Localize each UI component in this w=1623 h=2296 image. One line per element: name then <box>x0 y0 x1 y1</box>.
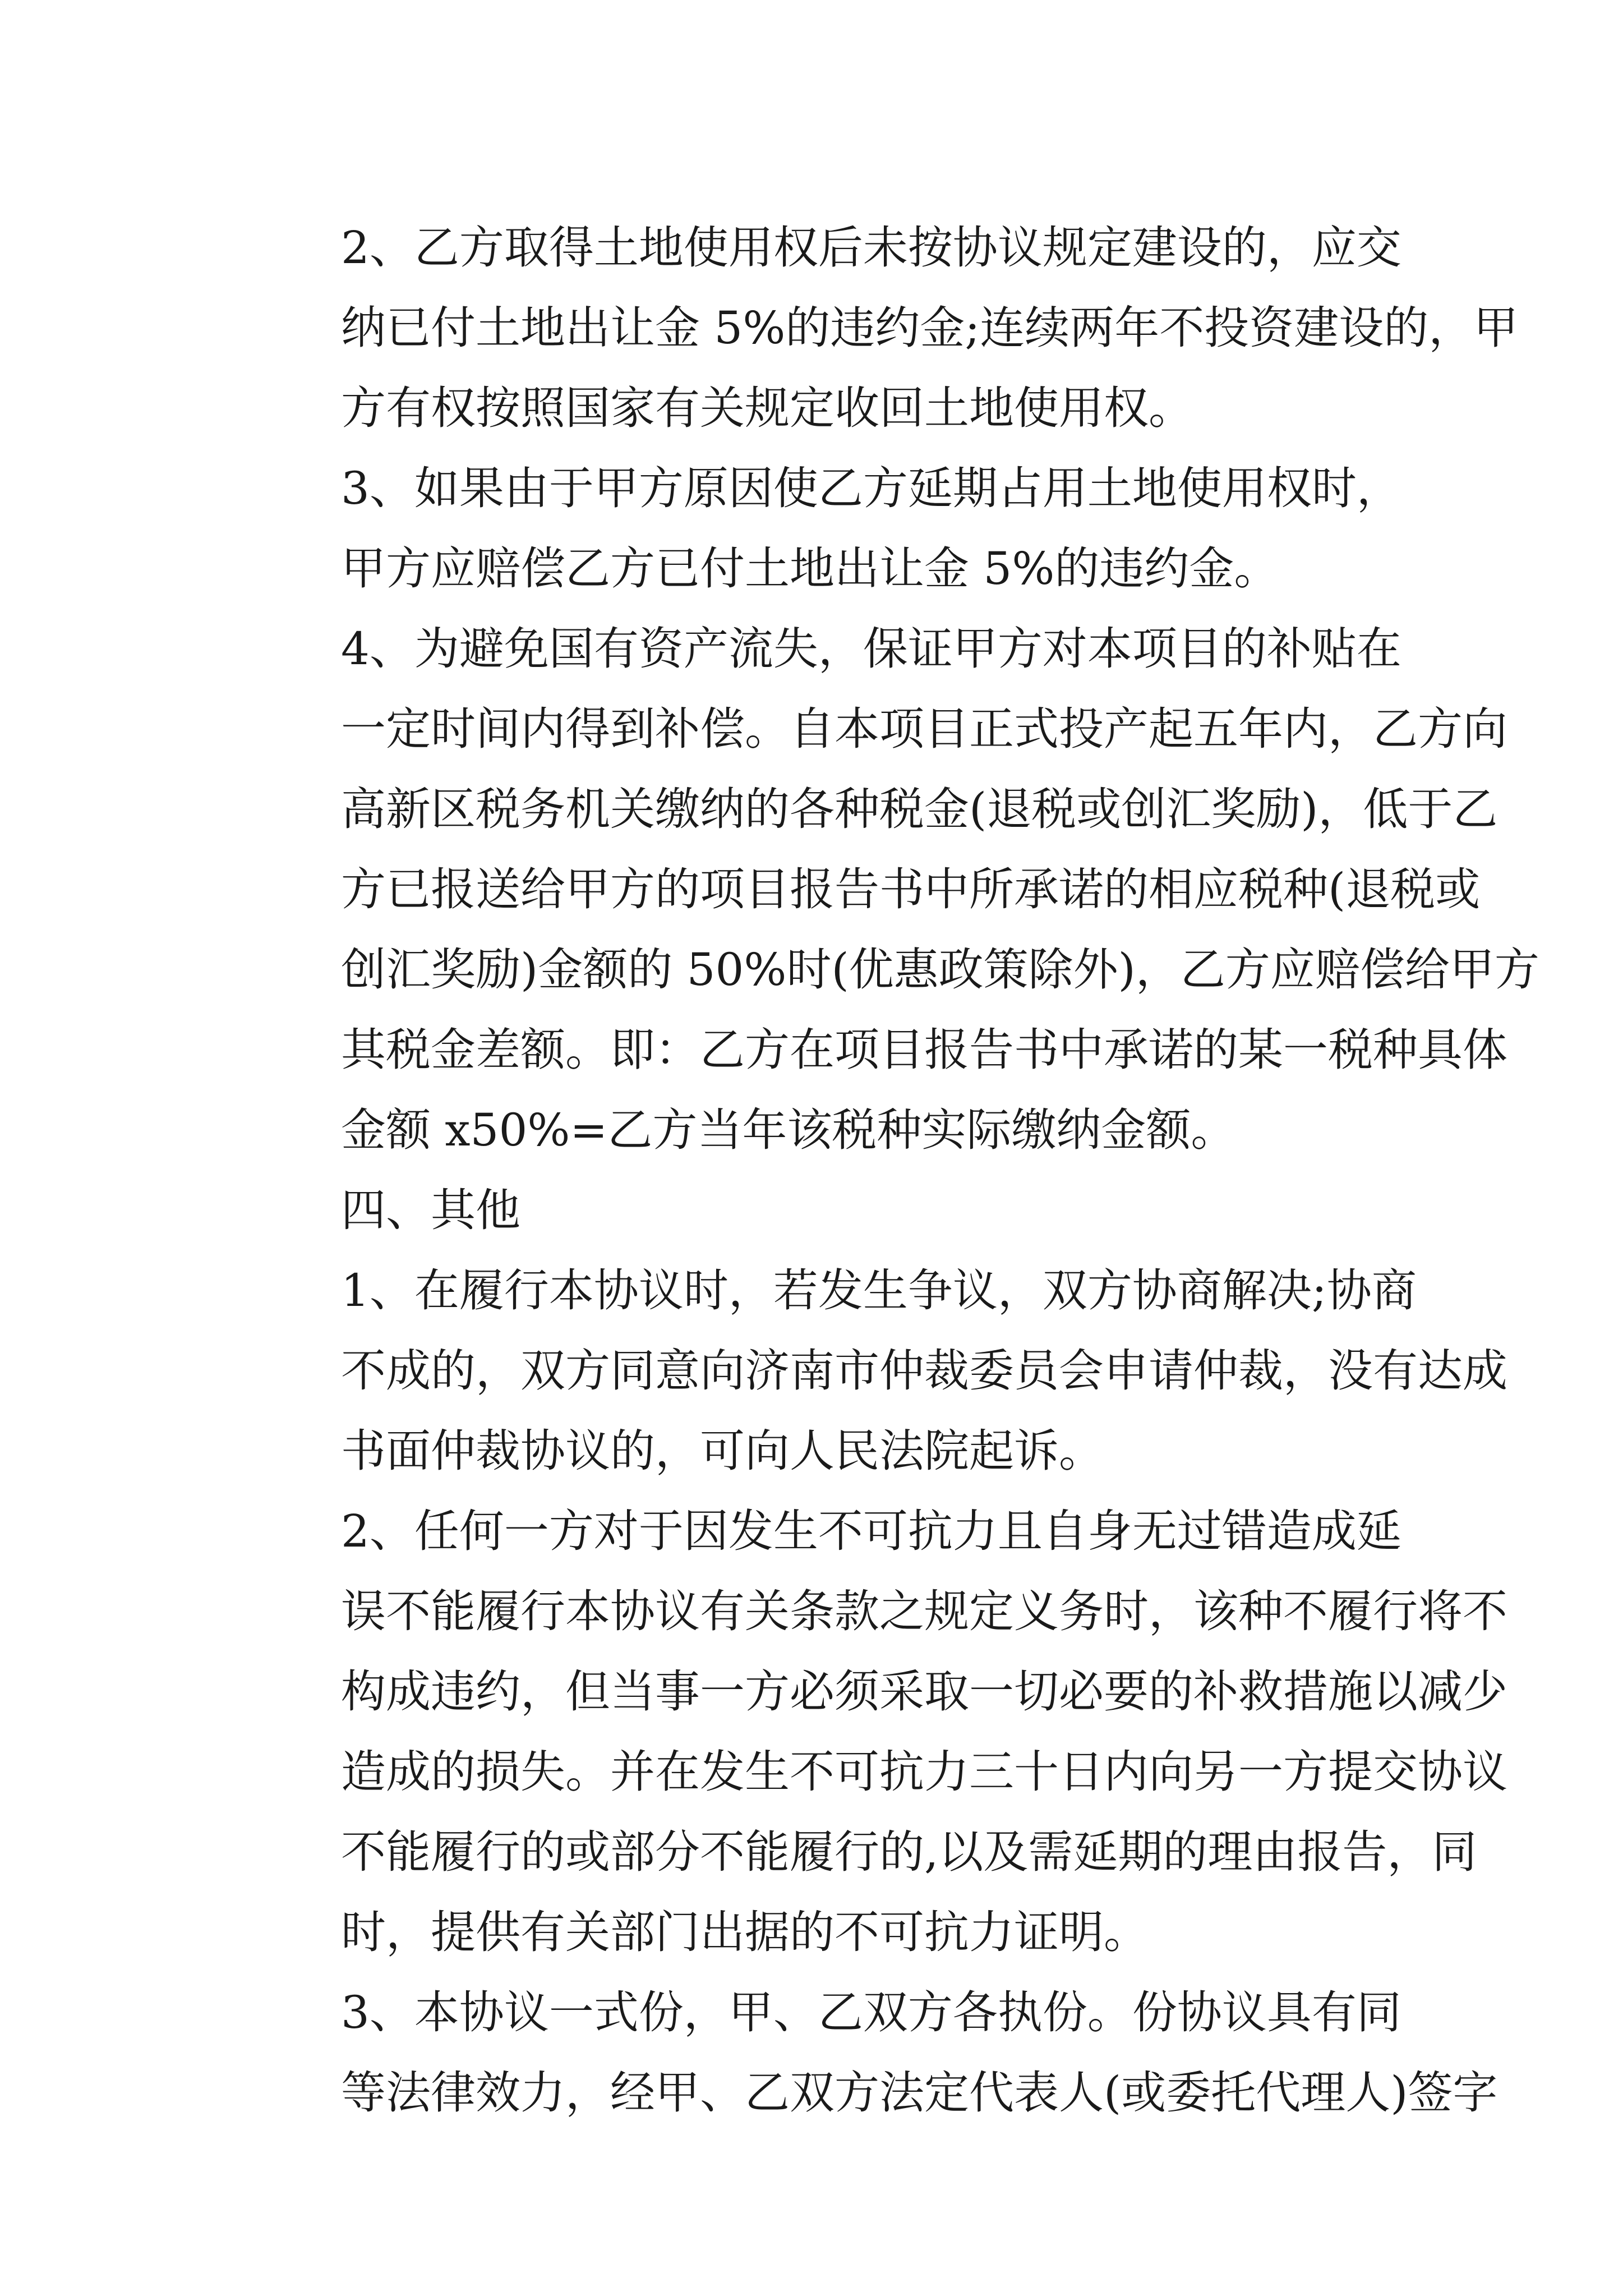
paragraph-penalty-2 <box>251 208 1519 448</box>
document-body <box>251 208 1539 2133</box>
text-line: 金额 x50%=乙方当年该税种实际缴纳金额。 <box>341 1104 1236 1156</box>
paragraph-penalty-3 <box>251 448 1401 609</box>
text-line: 3、如果由于甲方原因使乙方延期占用土地使用权时， <box>341 462 1401 514</box>
paragraph-other-3 <box>251 1972 1498 2133</box>
text-line: 一定时间内得到补偿。自本项目正式投产起五年内，乙方向 <box>341 703 1507 755</box>
text-line: 2、乙方取得土地使用权后未按协议规定建设的，应交 <box>341 222 1401 274</box>
text-line: 时，提供有关部门出据的不可抗力证明。 <box>341 1906 1149 1958</box>
text-line: 纳已付土地出让金 5%的违约金;连续两年不投资建设的，甲 <box>341 302 1519 354</box>
text-line: 1、在履行本协议时，若发生争议，双方协商解决;协商 <box>341 1264 1417 1317</box>
text-line: 高新区税务机关缴纳的各种税金(退税或创汇奖励)，低于乙 <box>341 783 1498 835</box>
text-line: 4、为避免国有资产流失，保证甲方对本项目的补贴在 <box>341 623 1401 675</box>
paragraph-other-1 <box>251 1250 1507 1491</box>
text-line: 2、任何一方对于因发生不可抗力且自身无过错造成延 <box>341 1505 1401 1557</box>
text-line: 等法律效力，经甲、乙双方法定代表人(或委托代理人)签字 <box>341 2067 1498 2119</box>
text-line: 造成的损失。并在发生不可抗力三十日内向另一方提交协议 <box>341 1746 1507 1798</box>
text-line: 误不能履行本协议有关条款之规定义务时，该种不履行将不 <box>341 1585 1507 1637</box>
text-line: 不能履行的或部分不能履行的,以及需延期的理由报告，同 <box>341 1826 1477 1878</box>
text-line: 方已报送给甲方的项目报告书中所承诺的相应税种(退税或 <box>341 863 1481 915</box>
text-line: 书面仲裁协议的，可向人民法院起诉。 <box>341 1425 1104 1477</box>
text-line: 构成违约，但当事一方必须采取一切必要的补救措施以减少 <box>341 1665 1507 1718</box>
text-line: 创汇奖励)金额的 50%时(优惠政策除外)，乙方应赔偿给甲方 <box>341 944 1539 996</box>
text-line: 甲方应赔偿乙方已付土地出让金 5%的违约金。 <box>341 542 1279 595</box>
paragraph-penalty-4 <box>251 609 1539 1170</box>
text-line: 方有权按照国家有关规定收回土地使用权。 <box>341 382 1193 434</box>
section-heading-other <box>251 1170 1395 1250</box>
text-line: 其税金差额。即：乙方在项目报告书中承诺的某一税种具体 <box>341 1024 1507 1076</box>
heading-text: 四、其他 <box>341 1184 520 1236</box>
text-line: 不成的，双方同意向济南市仲裁委员会申请仲裁，没有达成 <box>341 1345 1507 1397</box>
paragraph-other-2 <box>251 1491 1507 1972</box>
text-line: 3、本协议一式份，甲、乙双方各执份。份协议具有同 <box>341 1986 1401 2039</box>
